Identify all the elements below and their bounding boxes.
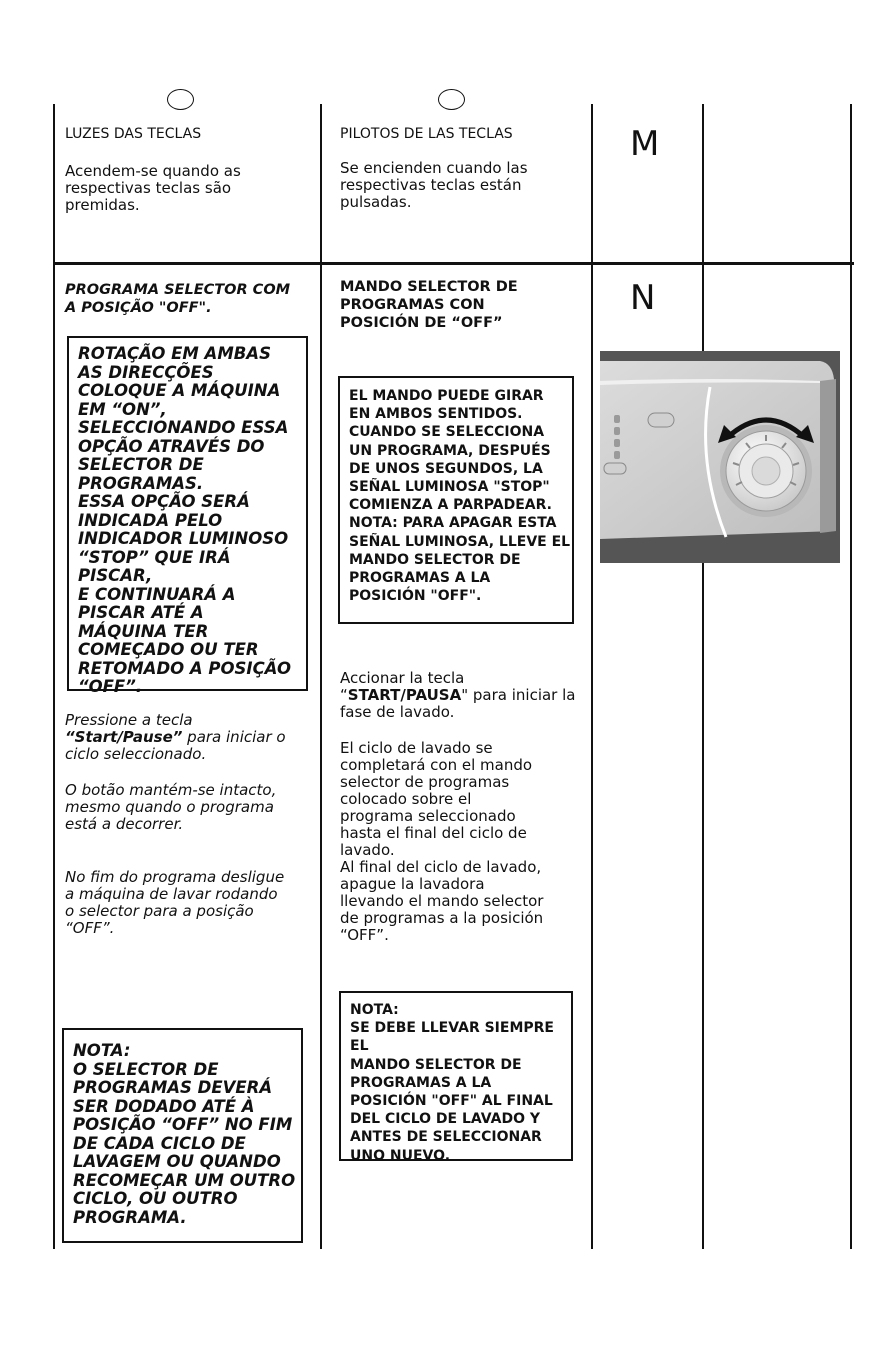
pt-start-text-b: para iniciar o ciclo seleccionado. bbox=[65, 728, 286, 763]
es-selector-title: MANDO SELECTOR DE PROGRAMAS CON POSICIÓN DE “OFF” bbox=[340, 279, 518, 331]
es-final-note-text: NOTA: SE DEBE LLEVAR SIEMPRE EL MANDO SELECTOR DE PROGRAMAS A LA POSICIÓN "OFF" AL FINAL DEL CICLO DE LAVADO Y ANTES DE SELECCIONAR UNO NUEVO. bbox=[350, 1002, 554, 1164]
pt-start-key: “Start/Pause” bbox=[65, 728, 183, 746]
language-circle-es bbox=[438, 89, 465, 110]
es-rotation-note-text: EL MANDO PUEDE GIRAR EN AMBOS SENTIDOS. CUANDO SE SELECCIONA UN PROGRAMA, DESPUÉS DE UNOS SEGUNDOS, LA SEÑAL LUMINOSA "STOP" COMIENZA A PARPADEAR. NOTA: PARA APAGAR ESTA SEÑAL LUMINOSA, LLEVE EL MANDO SELECTOR DE PROGRAMAS A LA POSICIÓN "OFF". bbox=[349, 388, 571, 605]
pt-final-note-box bbox=[62, 1028, 303, 1243]
pt-start-instruction bbox=[65, 712, 286, 763]
es-key-lights-text: Se encienden cuando las respectivas teclas están pulsadas. bbox=[340, 159, 528, 211]
pt-key-lights-text: Acendem-se quando as respectivas teclas são premidas. bbox=[65, 162, 241, 214]
es-cycle-text: El ciclo de lavado se completará con el mando selector de programas colocado sobre el programa seleccionado hasta el final del ciclo de lavado. Al final del ciclo de lavado, apague la lavadora llevando el mando selector de programas a la posición “OFF”. bbox=[340, 739, 544, 944]
column-divider-center bbox=[320, 104, 322, 1249]
pt-start-text-a: Pressione a tecla bbox=[65, 711, 193, 729]
section-separator bbox=[54, 262, 854, 265]
pt-end-text: No fim do programa desligue a máquina de lavar rodando o selector para a posição “OFF”. bbox=[65, 868, 285, 937]
pt-selector-title: PROGRAMA SELECTOR COM A POSIÇÃO "OFF". bbox=[65, 282, 291, 316]
pt-rotation-note-box bbox=[67, 336, 308, 696]
es-start-instruction bbox=[340, 670, 575, 721]
column-divider-letters bbox=[702, 104, 704, 1249]
es-start-key: START/PAUSA bbox=[347, 686, 462, 704]
es-rotation-note-box bbox=[338, 376, 574, 624]
es-start-text-b: " para iniciar la fase de lavado. bbox=[340, 686, 576, 721]
pt-rotation-note-text: ROTAÇÃO EM AMBAS AS DIRECÇÕES COLOQUE A MÁQUINA EM “ON”, SELECCIONANDO ESSA OPÇÃO ATRAVÉS DO SELECTOR DE PROGRAMAS. ESSA OPÇÃO SERÁ INDICADA PELO INDICADOR LUMINOSO “STOP” QUE IRÁ PISCAR, E CONTINUARÁ A PISCAR ATÉ A MÁQUINA TER COMEÇADO OU TER RETOMADO A POSIÇÃO “OFF”. bbox=[78, 344, 291, 696]
section-letter-m: M bbox=[630, 124, 660, 164]
section-letter-n: N bbox=[630, 278, 656, 318]
column-divider-right bbox=[591, 104, 593, 1249]
column-divider-edge bbox=[850, 104, 852, 1249]
column-divider-left bbox=[53, 104, 55, 1249]
pt-key-lights-title: LUZES DAS TECLAS bbox=[65, 126, 202, 142]
pt-final-note-text: NOTA: O SELECTOR DE PROGRAMAS DEVERÁ SER DODADO ATÉ À POSIÇÃO “OFF” NO FIM DE CADA CICLO DE LAVAGEM OU QUANDO RECOMEÇAR UM OUTRO CICLO, OU OUTRO PROGRAMA. bbox=[73, 1041, 296, 1227]
es-final-note-box bbox=[339, 991, 573, 1164]
program-selector-illustration bbox=[600, 351, 840, 563]
es-start-text-a: Accionar la tecla “ bbox=[340, 669, 465, 704]
pt-button-text: O botão mantém-se intacto, mesmo quando o programa está a decorrer. bbox=[65, 781, 277, 833]
es-key-lights-title: PILOTOS DE LAS TECLAS bbox=[340, 126, 513, 142]
language-circle-pt bbox=[167, 89, 194, 110]
